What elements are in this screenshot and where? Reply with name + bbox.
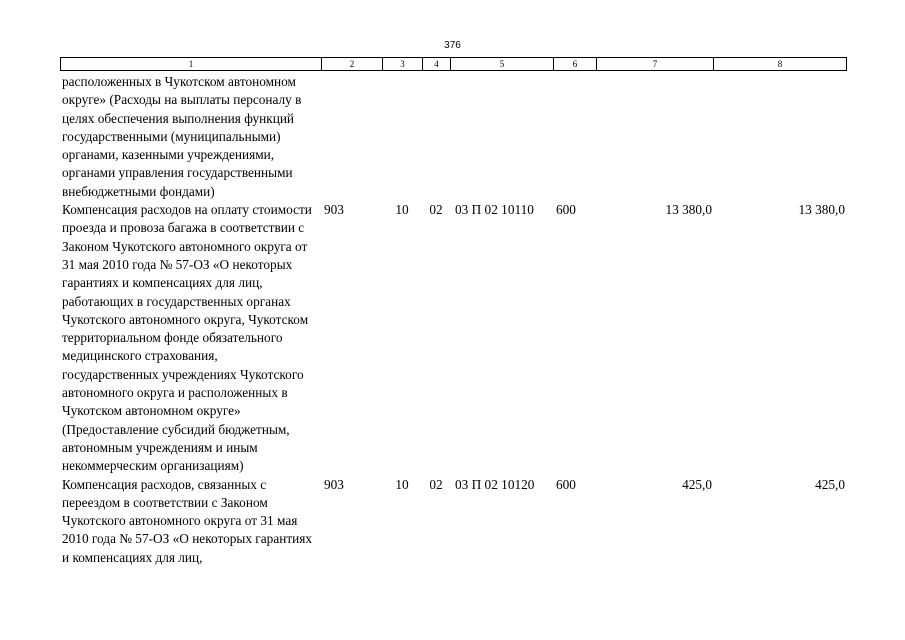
column-header-6: 6 [554,58,597,71]
table-row [60,201,846,475]
column-header-row [61,58,847,71]
column-header-2: 2 [322,58,383,71]
column-header-7: 7 [597,58,714,71]
row-col6 [553,73,596,201]
row-description: Компенсация расходов, связанных с переездом в соответствии с Законом Чукотского автономного округа от 31 мая 2010 года № 57-ОЗ «О некоторых гарантиях и компенсациях для лиц, [62,476,313,565]
row-col8: 13 380,0 [798,202,845,218]
row-col3: 10 [395,202,409,218]
row-col2: 903 [324,202,344,218]
table-row [60,476,846,567]
row-col4: 02 [429,476,443,492]
table-row [60,73,846,201]
column-header-3: 3 [383,58,423,71]
column-header-1: 1 [61,58,322,71]
row-col5: 03 П 02 10110 [455,202,534,218]
column-header-5: 5 [451,58,554,71]
budget-table [60,73,846,567]
row-col4: 02 [429,202,443,218]
row-col7 [596,73,713,201]
page-number: 376 [444,40,461,51]
row-col6: 600 [556,476,576,492]
row-col8: 425,0 [815,476,845,492]
column-header-4: 4 [423,58,451,71]
row-col6: 600 [556,202,576,218]
row-col5: 03 П 02 10120 [455,476,535,492]
row-col5 [450,73,553,201]
row-description: Компенсация расходов на оплату стоимости проезда и провоза багажа в соответствии с Законом Чукотского автономного округа от 31 мая 2010 года № 57-ОЗ «О некоторых гарантиях и компенсациях для лиц, работающих в государственных органах Чукотского автономного округа, Чукотском территориальном фонде обязательного медицинского страхования, государственных учреждениях Чукотского автономного округа и расположенных в Чукотском автономном округе» (Предоставление субсидий бюджетным, автономным учреждениям и иным некоммерческим организациям) [62,202,312,474]
row-description: расположенных в Чукотском автономном округе» (Расходы на выплаты персоналу в целях обеспечения выполнения функций государственными (муниципальными) органами, казенными учреждениями, органами управления государственными внебюджетными фондами) [62,74,302,199]
column-header-table [60,57,847,71]
row-col3 [382,73,422,201]
row-col2 [321,73,382,201]
row-col7: 425,0 [682,476,712,492]
row-col3: 10 [395,476,409,492]
row-col8 [713,73,846,201]
row-col7: 13 380,0 [665,202,712,218]
column-header-8: 8 [714,58,847,71]
row-col4 [422,73,450,201]
row-col2: 903 [324,476,344,492]
